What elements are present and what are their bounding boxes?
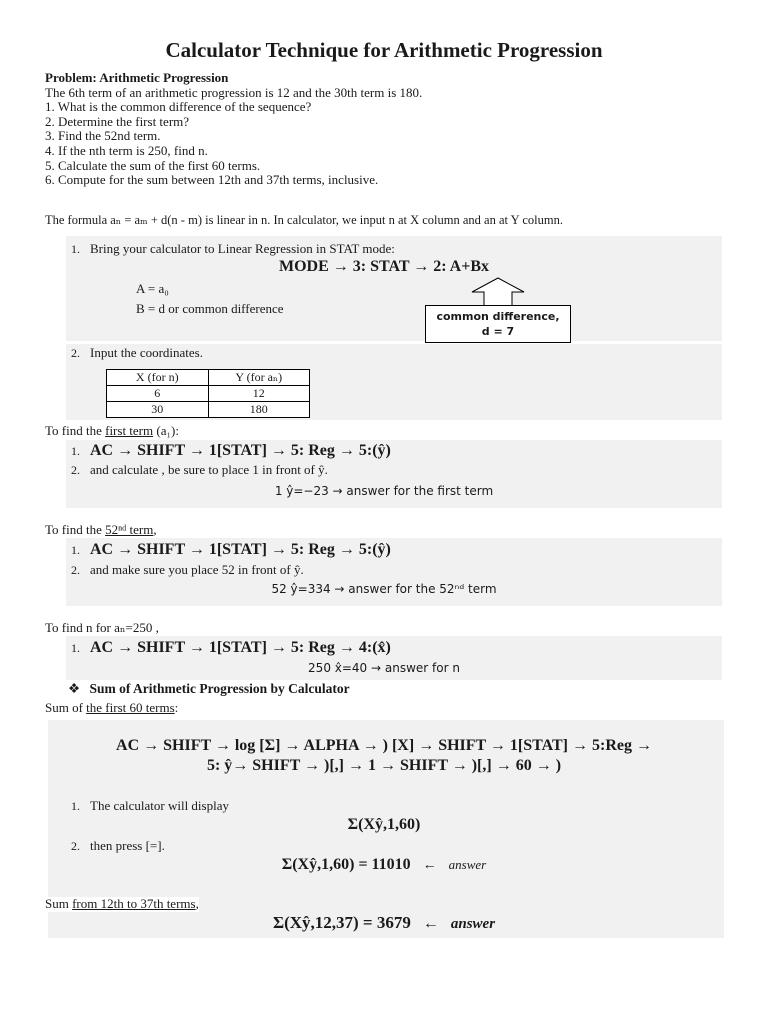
term52-step1-number: 1.: [71, 543, 80, 557]
sum-range-heading: [45, 897, 199, 912]
table-header-x: X (for n): [107, 370, 209, 386]
step2-number: 2.: [71, 346, 80, 360]
first-term-step1-number: 1.: [71, 444, 80, 458]
table-row: [107, 386, 310, 402]
sum-range-answer-label: answer: [450, 916, 496, 932]
sum-sequence-line-1: AC → SHIFT → log [Σ] → ALPHA → ) [X] → SHIFT → 1[STAT] → 5:Reg →: [116, 737, 652, 754]
find-n-step1: [56, 639, 391, 657]
table-cell: 30: [107, 402, 209, 418]
find-n-step1-number: 1.: [71, 641, 80, 655]
term52-heading: [45, 523, 157, 538]
first-term-sequence: AC → SHIFT → 1[STAT] → 5: Reg → 5:(ŷ): [90, 442, 391, 459]
coordinates-table: [106, 369, 310, 418]
step1-number: 1.: [71, 242, 80, 256]
first-term-result: 1 ŷ=−23 → answer for the first term: [274, 484, 494, 498]
formula-line: The formula aₙ = aₘ + d(n - m) is linear in n. In calculator, we input n at X column and an at Y column.: [45, 213, 563, 227]
sum-range-display-line: [0, 913, 768, 933]
term52-step1: [56, 541, 391, 559]
page-title: Calculator Technique for Arithmetic Progression: [165, 38, 603, 62]
step1-b-line: B = d or common difference: [136, 301, 284, 316]
sum-step1-number: 1.: [71, 799, 80, 813]
term52-prefix: To find the: [45, 522, 106, 537]
common-difference-callout: [425, 305, 571, 343]
sum-display-1: Σ(Xŷ,1,60): [347, 816, 421, 833]
sum-answer-label: answer: [448, 857, 487, 872]
sum-range-display: Σ(Xŷ,12,37) = 3679: [272, 913, 411, 932]
table-cell: 180: [208, 402, 310, 418]
sum-sub-suffix: :: [174, 700, 179, 715]
step1-text: Bring your calculator to Linear Regression in STAT mode:: [90, 241, 395, 256]
sum-step2-text: then press [=].: [90, 838, 165, 853]
sum-heading: Sum of Arithmetic Progression by Calculator: [89, 681, 350, 696]
first-term-step2: [56, 463, 328, 478]
table-row: [107, 402, 310, 418]
diamond-bullet-icon: ❖: [68, 681, 81, 696]
first-term-step2-number: 2.: [71, 463, 80, 477]
sum-sequence-line-2: 5: ŷ→ SHIFT → )[,] → 1 → SHIFT → )[,] → 60 → ): [206, 757, 562, 774]
first-term-underlined: first term: [105, 423, 154, 438]
find-n-heading: To find n for aₙ=250 ,: [45, 620, 159, 635]
callout-line-1: common difference,: [436, 310, 560, 323]
term52-underlined: 52ⁿᵈ term: [105, 522, 154, 537]
sum-sub-underlined: the first 60 terms: [86, 700, 175, 715]
question-2: 2. Determine the first term?: [45, 113, 190, 129]
question-1: 1. What is the common difference of the sequence?: [45, 99, 312, 115]
question-3: 3. Find the 52nd term.: [45, 128, 161, 144]
table-cell: 6: [107, 386, 209, 402]
first-term-heading: [45, 424, 179, 439]
sum-step2-number: 2.: [71, 839, 80, 853]
up-arrow-icon: [470, 277, 526, 307]
problem-heading: Problem: Arithmetic Progression: [45, 70, 229, 85]
step1-sequence: MODE → 3: STAT → 2: A+Bx: [278, 258, 490, 275]
problem-statement: The 6th term of an arithmetic progression is 12 and the 30th term is 180.: [45, 84, 423, 100]
step2-line: [56, 346, 203, 361]
term52-suffix: ,: [153, 522, 157, 537]
sum-step1-text: The calculator will display: [90, 798, 229, 813]
step2-text: Input the coordinates.: [90, 345, 203, 360]
term52-result: 52 ŷ=334 → answer for the 52ⁿᵈ term: [271, 582, 497, 596]
table-header-row: [107, 370, 310, 386]
sum-heading-line: [68, 681, 350, 697]
first-term-step1: [56, 442, 391, 460]
question-4: 4. If the nth term is 250, find n.: [45, 142, 208, 158]
first-term-step2-text: and calculate , be sure to place 1 in front of ŷ.: [90, 462, 328, 477]
first-term-prefix: To find the: [45, 423, 106, 438]
step1-line: [56, 242, 395, 257]
question-6: 6. Compute for the sum between 12th and 37th terms, inclusive.: [45, 172, 379, 188]
left-arrow-icon: ←: [422, 915, 439, 932]
table-cell: 12: [208, 386, 310, 402]
term52-step2-number: 2.: [71, 563, 80, 577]
sum-display-2: Σ(Xŷ,1,60) = 11010: [281, 856, 411, 873]
sum-display-2-line: [0, 856, 768, 874]
callout-line-2: d = 7: [481, 325, 515, 338]
find-n-result: 250 x̂=40 → answer for n: [308, 661, 460, 675]
sum-step1: [56, 799, 229, 814]
question-5: 5. Calculate the sum of the first 60 terms.: [45, 157, 261, 173]
sum-range-prefix: Sum: [45, 896, 73, 911]
sum-subheading: [45, 701, 178, 716]
first-term-suffix: (a₁):: [153, 423, 179, 438]
term52-sequence: AC → SHIFT → 1[STAT] → 5: Reg → 5:(ŷ): [90, 541, 391, 558]
term52-step2-text: and make sure you place 52 in front of ŷ.: [90, 562, 304, 577]
term52-step2: [56, 563, 304, 578]
sum-sub-prefix: Sum of: [45, 700, 87, 715]
step1-a-line: A = a₀: [136, 281, 169, 296]
left-arrow-icon: ←: [422, 858, 437, 873]
find-n-sequence: AC → SHIFT → 1[STAT] → 5: Reg → 4:(x̂): [90, 639, 391, 656]
problem-block: [45, 71, 735, 188]
sum-step2: [56, 839, 165, 854]
sum-range-suffix: ,: [195, 896, 199, 911]
sum-range-underlined: from 12th to 37th terms: [72, 896, 196, 911]
table-header-y: Y (for aₙ): [208, 370, 310, 386]
